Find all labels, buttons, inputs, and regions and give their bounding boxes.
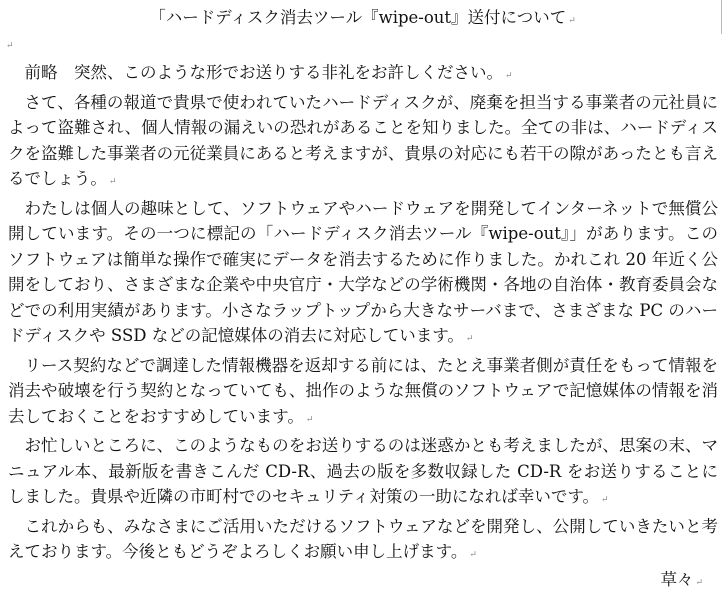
paragraph-mark-icon: ↵ xyxy=(305,414,314,425)
paragraph-mark-icon: ↵ xyxy=(108,177,117,187)
paragraph-mark-icon: ↵ xyxy=(469,550,477,560)
paragraph-mark-icon: ↵ xyxy=(465,334,474,344)
closing-text: 草々 xyxy=(660,570,694,589)
blank-line-paragraph-mark-icon: ↵ xyxy=(6,41,14,51)
paragraph-text: 前略 突然、このような形でお送りする非礼をお許しください。 xyxy=(24,63,503,82)
paragraph-text: さて、各種の報道で貴県で使われていたハードディスクが、廃棄を担当する事業者の元社員によって盗難され、個人情報の漏えいの恐れがあることを知りました。全ての非は、ハードディスクを盗難した事業者の元従業員にあると考えますが、貴県の対応にも若干の隙があったとも言えるでしょう。 xyxy=(8,92,718,188)
paragraph-text: お忙しいところに、このようなものをお送りするのは迷惑かとも考えましたが、思案の末、マニュアル本、最新版を書きこんだ CD-R、過去の版を多数収録した CD-R をお送りすることにしました。貴県や近隣の市町村でのセキュリティ対策の一助になれば幸いです。 xyxy=(8,436,719,506)
paragraph-mark-icon: ↵ xyxy=(695,578,703,588)
paragraph-mark-icon: ↵ xyxy=(568,16,576,26)
closing-salutation xyxy=(660,569,703,594)
paragraph-software xyxy=(8,196,718,353)
paragraph-mark-icon: ↵ xyxy=(505,71,513,81)
paragraph-text: わたしは個人の趣味として、ソフトウェアやハードウェアを開発してインターネットで無償公開しています。その一つに標記の「ハードディスク消去ツール『wipe-out』」があります。このソフトウェアは簡単な操作で確実にデータを消去するために作りました。かれこれ 20 年近く公開をしており、さまざまな企業や中央官庁・大学などの学術機関・各地の自治体・教育委員会などでの利用実績があります。小さなラップトップから大きなサーバまで、さまざまな PC のハードディスクや SSD などの記憶媒体の消去に対応しています。 xyxy=(8,198,718,345)
paragraph-enclosure xyxy=(8,433,718,514)
paragraph-text: これからも、みなさまにご活用いただけるソフトウェアなどを開発し、公開していきたいと考えております。今後ともどうぞよろしくお願い申し上げます。 xyxy=(8,516,718,561)
paragraph-greeting xyxy=(8,60,718,90)
paragraph-recommendation xyxy=(8,353,718,434)
paragraph-closing-remarks xyxy=(8,514,718,569)
paragraph-incident xyxy=(8,90,718,196)
title-text: 「ハードディスク消去ツール『wipe-out』送付について xyxy=(149,8,567,27)
document-title xyxy=(0,7,725,32)
paragraph-text: リース契約などで調達した情報機器を返却する前には、たとえ事業者側が責任をもって情報を消去や破壊を行う契約となっていても、拙作のような無償のソフトウェアで記憶媒体の情報を消去しておくことをおすすめしています。 xyxy=(8,355,718,426)
letter-body xyxy=(8,60,718,569)
paragraph-mark-icon: ↵ xyxy=(601,495,609,505)
